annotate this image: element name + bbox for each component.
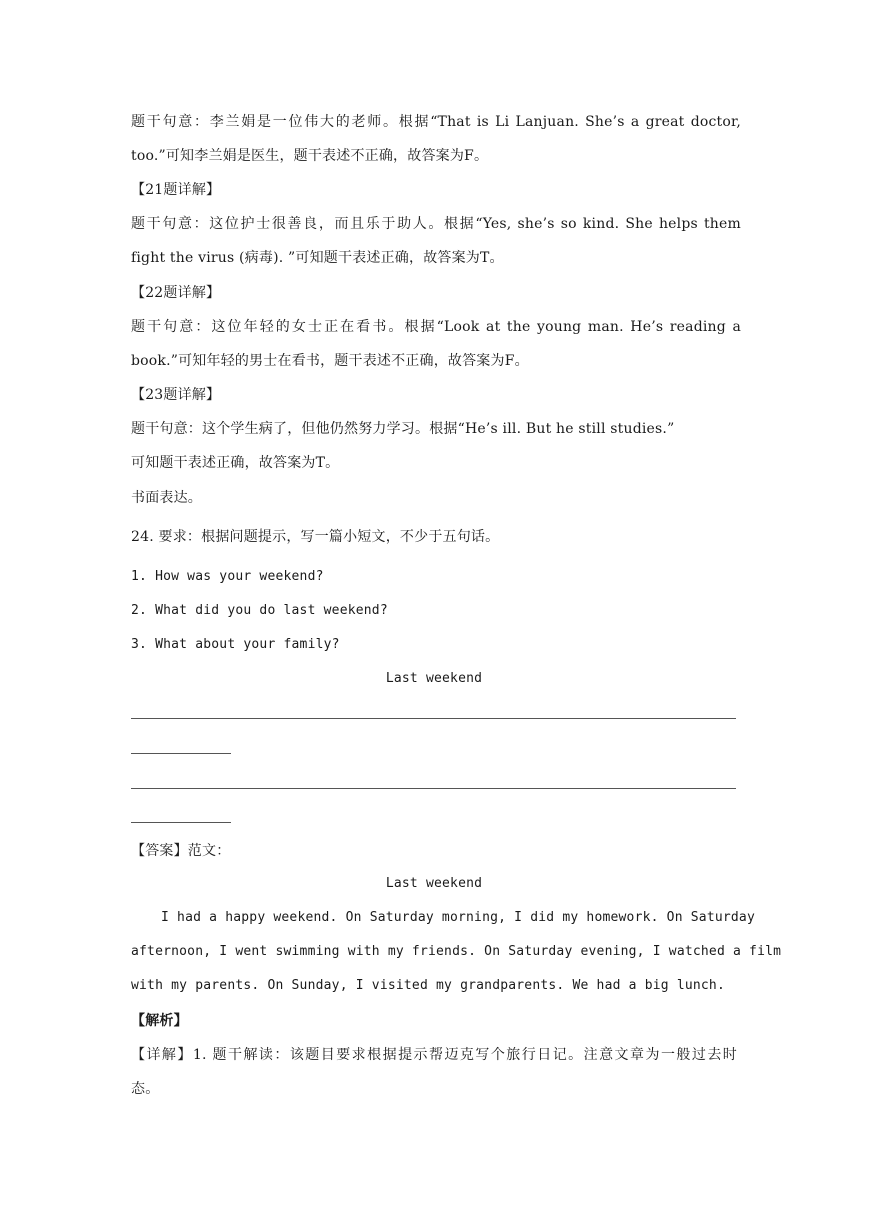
writing-line xyxy=(131,788,736,789)
text-line: 可知题干表述正确，故答案为T。 xyxy=(131,455,340,471)
text-line: fight the virus (病毒). ”可知题干表述正确，故答案为T。 xyxy=(131,250,504,266)
prompt-item: 2. What did you do last weekend? xyxy=(131,603,388,618)
writing-line xyxy=(131,753,231,754)
text-line: 题干句意：这位护士很善良，而且乐于助人。根据“Yes, she’s so kind. She helps them xyxy=(131,216,741,232)
text-line: 题干句意：这个学生病了，但他仍然努力学习。根据“He’s ill. But he still studies.” xyxy=(131,421,675,437)
text-line: 题干句意：这位年轻的女士正在看书。根据“Look at the young man. He’s reading a xyxy=(131,319,741,335)
answer-label: 【答案】范文： xyxy=(131,843,231,859)
detail-line: 态。 xyxy=(131,1081,160,1097)
writing-line xyxy=(131,718,736,719)
detail-line: 【详解】1. 题干解读：该题目要求根据提示帮迈克写个旅行日记。注意文章为一般过去时 xyxy=(131,1047,737,1063)
text-line: too.”可知李兰娟是医生，题干表述不正确，故答案为F。 xyxy=(131,148,489,164)
section-heading-23: 【23题详解】 xyxy=(131,387,221,403)
writing-line xyxy=(131,822,231,823)
section-label: 书面表达。 xyxy=(131,490,202,506)
text-line: book.”可知年轻的男士在看书，题干表述不正确，故答案为F。 xyxy=(131,353,529,369)
essay-line: I had a happy weekend. On Saturday morning, I did my homework. On Saturday xyxy=(161,910,755,925)
prompt-item: 1. How was your weekend? xyxy=(131,569,324,584)
essay-line: afternoon, I went swimming with my friends. On Saturday evening, I watched a film xyxy=(131,944,782,959)
section-heading-21: 【21题详解】 xyxy=(131,182,221,198)
essay-title: Last weekend xyxy=(385,671,483,686)
essay-line: with my parents. On Sunday, I visited my grandparents. We had a big lunch. xyxy=(131,978,725,993)
question-24: 24. 要求：根据问题提示，写一篇小短文，不少于五句话。 xyxy=(131,529,500,545)
section-heading-22: 【22题详解】 xyxy=(131,285,221,301)
text-line: 题干句意：李兰娟是一位伟大的老师。根据“That is Li Lanjuan. She’s a great doctor, xyxy=(131,114,741,130)
prompt-item: 3. What about your family? xyxy=(131,637,340,652)
essay-title: Last weekend xyxy=(385,876,483,891)
analysis-label: 【解析】 xyxy=(131,1013,188,1029)
